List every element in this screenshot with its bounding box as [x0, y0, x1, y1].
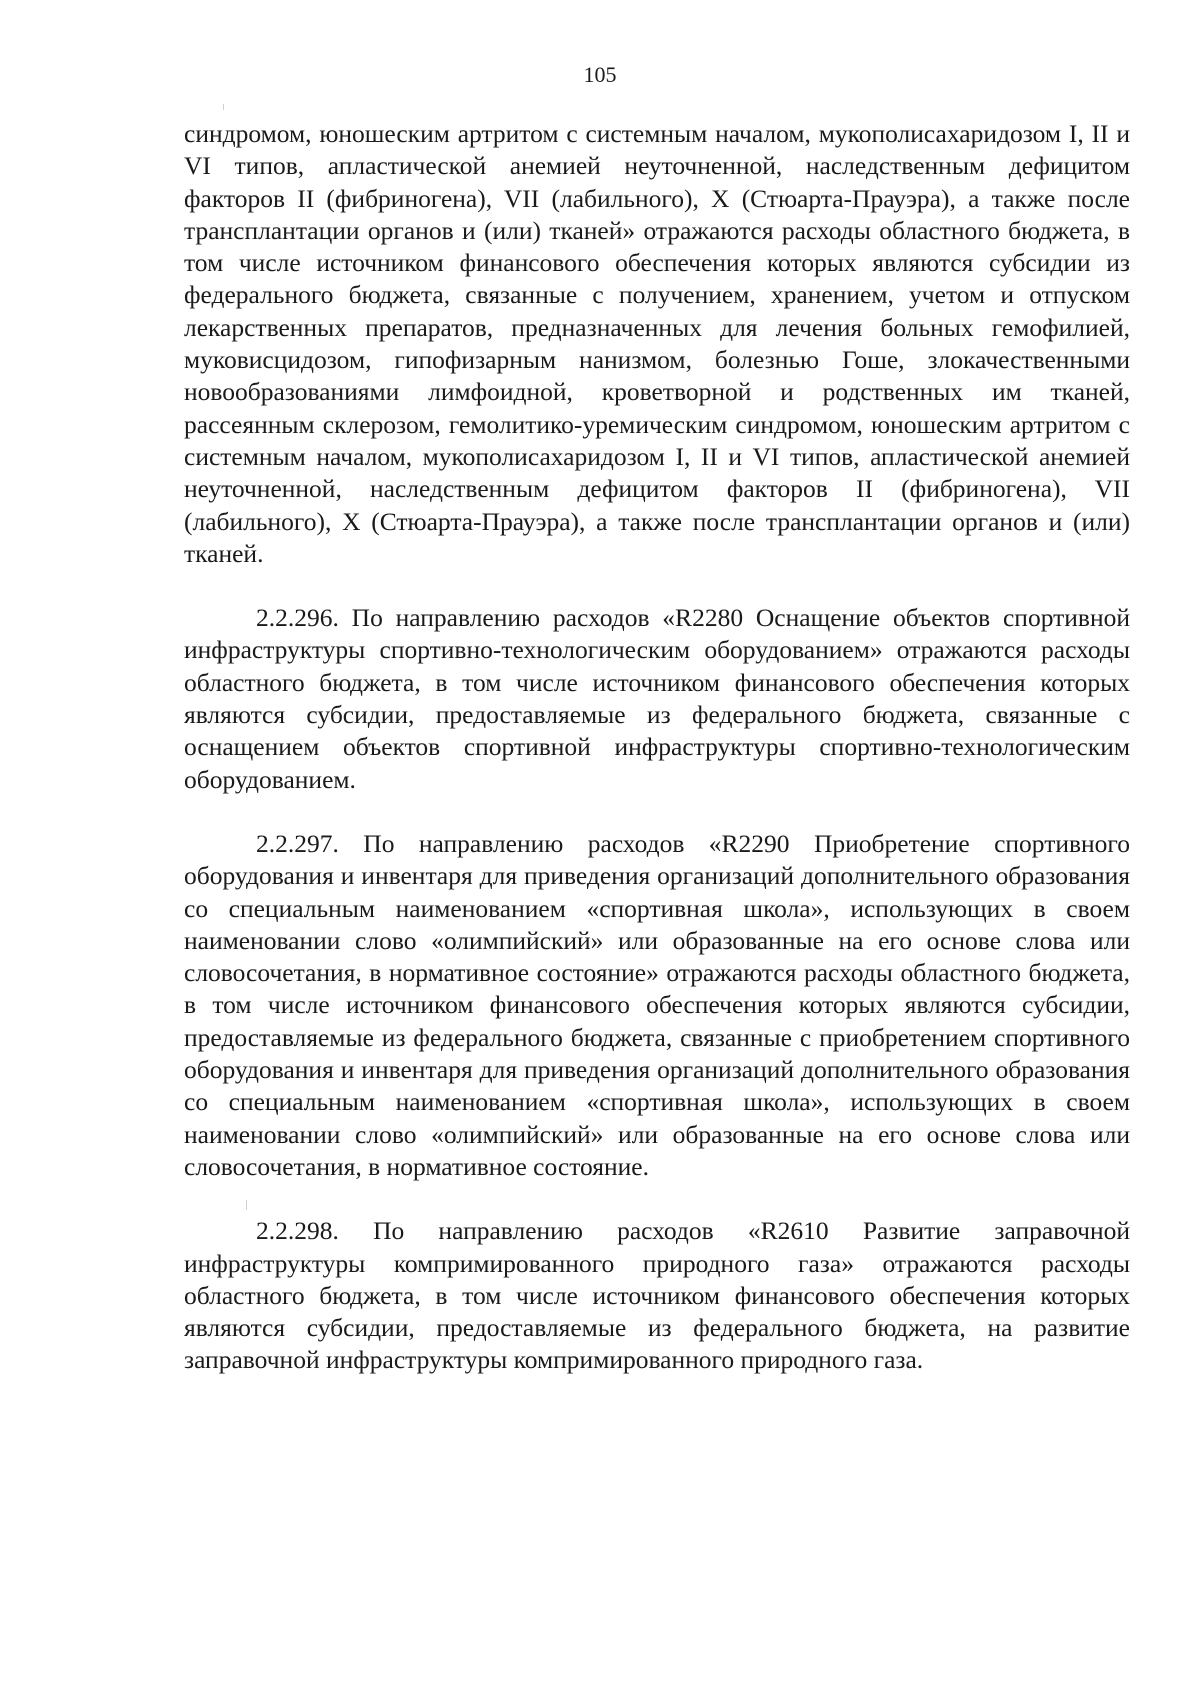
- page-number: 105: [583, 62, 617, 87]
- scan-artifact-mark: [246, 1200, 247, 1210]
- paragraph-spacer: [184, 1183, 1130, 1215]
- paragraph-2-2-296: 2.2.296. По направлению расходов «R2280 Оснащение объектов спортивной инфраструктуры спортивно-технологическим оборудованием» отражаются расходы областного бюджета, в том числе источником финансового обеспечения которых являются субсидии, предоставляемые из федерального бюджета, связанные с оснащением объектов спортивной инфраструктуры спортивно-технологическим оборудованием.: [184, 603, 1130, 794]
- document-body: [184, 118, 1130, 1377]
- paragraph-2-2-298: 2.2.298. По направлению расходов «R2610 Развитие заправочной инфраструктуры компримированного природного газа» отражаются расходы областного бюджета, в том числе источником финансового обеспечения которых являются субсидии, предоставляемые из федерального бюджета, на развитие заправочной инфраструктуры компримированного природного газа.: [184, 1216, 1130, 1375]
- paragraph-spacer: [184, 570, 1130, 602]
- scan-artifact-mark: [223, 104, 224, 110]
- paragraph-spacer: [184, 796, 1130, 828]
- paragraph-2-2-297: 2.2.297. По направлению расходов «R2290 Приобретение спортивного оборудования и инвентаря для приведения организаций дополнительного образования со специальным наименованием «спортивная школа», использующих в своем наименовании слово «олимпийский» или образованные на его основе слова или словосочетания, в нормативное состояние» отражаются расходы областного бюджета, в том числе источником финансового обеспечения которых являются субсидии, предоставляемые из федерального бюджета, связанные с приобретением спортивного оборудования и инвентаря для приведения организаций дополнительного образования со специальным наименованием «спортивная школа», использующих в своем наименовании слово «олимпийский» или образованные на его основе слова или словосочетания, в нормативное состояние.: [184, 828, 1130, 1181]
- paragraph-continuation: синдромом, юношеским артритом с системным началом, мукополисахаридозом I, II и VI типов, апластической анемией неуточненной, наследственным дефицитом факторов II (фибриногена), VII (лабильного), X (Стюарта-Прауэра), а также после трансплантации органов и (или) тканей» отражаются расходы областного бюджета, в том числе источником финансового обеспечения которых являются субсидии из федерального бюджета, связанные с получением, хранением, учетом и отпуском лекарственных препаратов, предназначенных для лечения больных гемофилией, муковисцидозом, гипофизарным нанизмом, болезнью Гоше, злокачественными новообразованиями лимфоидной, кроветворной и родственных им тканей, рассеянным склерозом, гемолитико-уремическим синдромом, юношеским артритом с системным началом, мукополисахаридозом I, II и VI типов, апластической анемией неуточненной, наследственным дефицитом факторов II (фибриногена), VII (лабильного), X (Стюарта-Прауэра), а также после трансплантации органов и (или) тканей.: [184, 119, 1130, 568]
